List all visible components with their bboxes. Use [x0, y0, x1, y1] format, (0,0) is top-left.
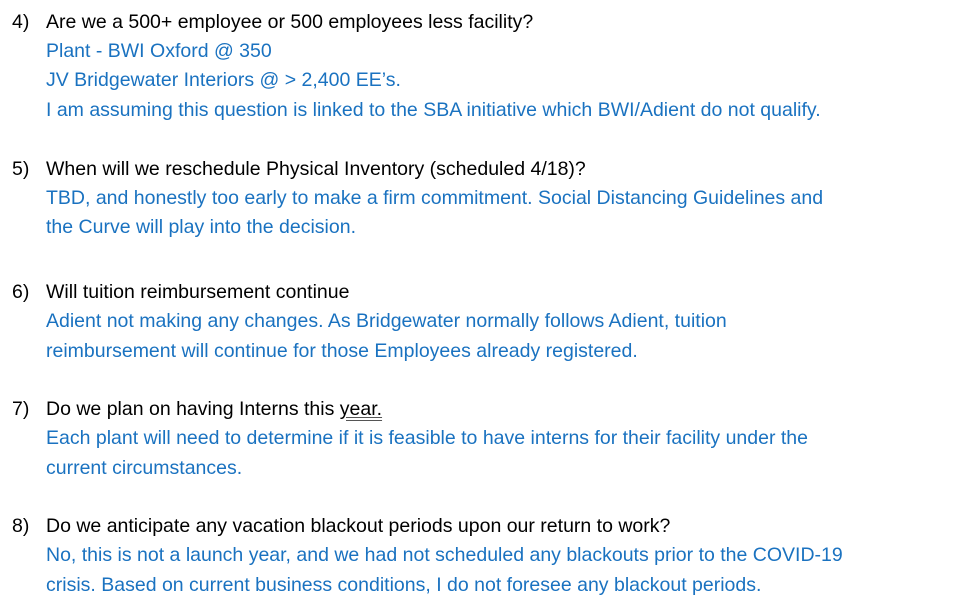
item-8-answer-line-1: No, this is not a launch year, and we had not scheduled any blackouts prior to the COVID-19: [46, 544, 843, 566]
item-7-question-marked-word: year.: [339, 398, 383, 420]
item-6-answer-line-1: Adient not making any changes. As Bridgewater normally follows Adient, tuition: [46, 310, 727, 332]
item-5-number: 5): [12, 158, 30, 180]
item-7-question-text: Do we plan on having Interns this: [46, 398, 340, 420]
item-7-answer-line-1: Each plant will need to determine if it is feasible to have interns for their facility under the: [46, 427, 808, 449]
item-8-question: Do we anticipate any vacation blackout periods upon our return to work?: [46, 515, 671, 537]
item-4-answer-line-3: I am assuming this question is linked to the SBA initiative which BWI/Adient do not qualify.: [46, 99, 821, 121]
item-8-answer-line-2: crisis. Based on current business conditions, I do not foresee any blackout periods.: [46, 574, 762, 596]
item-7-number: 7): [12, 398, 30, 420]
item-5-answer-line-1: TBD, and honestly too early to make a firm commitment. Social Distancing Guidelines and: [46, 187, 824, 209]
item-4-question: Are we a 500+ employee or 500 employees less facility?: [46, 11, 534, 33]
item-7-question: [46, 397, 382, 421]
item-8-number: 8): [12, 515, 30, 537]
item-5-question: When will we reschedule Physical Inventory (scheduled 4/18)?: [46, 158, 586, 180]
item-4-number: 4): [12, 11, 30, 33]
item-6-question: Will tuition reimbursement continue: [46, 281, 350, 303]
item-7-answer-line-2: current circumstances.: [46, 457, 243, 479]
item-4-answer-line-1: Plant - BWI Oxford @ 350: [46, 40, 272, 62]
item-6-answer-line-2: reimbursement will continue for those Employees already registered.: [46, 340, 638, 362]
item-6-number: 6): [12, 281, 30, 303]
item-5-answer-line-2: the Curve will play into the decision.: [46, 216, 356, 238]
item-4-answer-line-2: JV Bridgewater Interiors @ > 2,400 EE’s.: [46, 69, 401, 91]
